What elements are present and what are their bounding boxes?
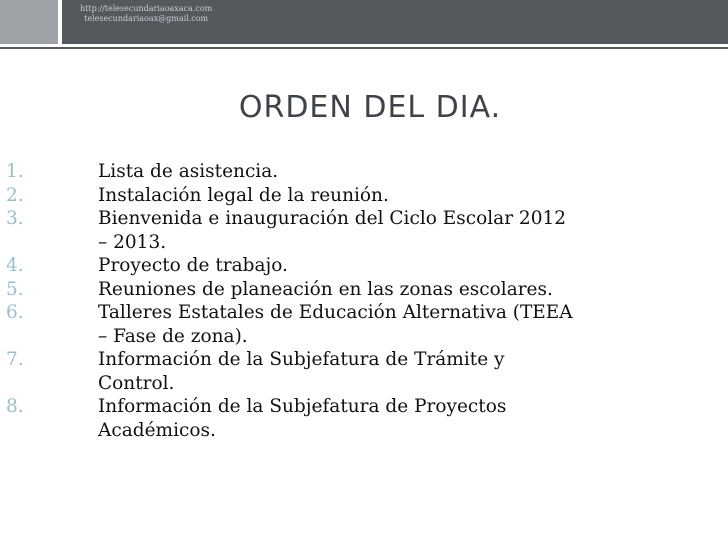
header-contact <box>80 4 212 24</box>
agenda-item-number: 1. <box>6 161 24 182</box>
agenda-item <box>0 254 700 278</box>
agenda-item-line: Reuniones de planeación en las zonas escolares. <box>98 278 553 300</box>
agenda-item-text <box>98 160 700 184</box>
header-email: telesecundariaoax@gmail.com <box>84 14 209 23</box>
header-divider <box>62 44 728 45</box>
agenda-item-line: – Fase de zona). <box>98 325 248 347</box>
agenda-item-text <box>98 348 700 395</box>
agenda-item-line: Información de la Subjefatura de Proyectos <box>98 396 507 417</box>
agenda-item <box>0 301 700 348</box>
agenda-item-text <box>98 395 700 442</box>
agenda-item-number: 6. <box>6 302 24 323</box>
agenda-item-number: 5. <box>6 278 24 300</box>
agenda-item-number: 2. <box>6 184 24 206</box>
agenda-item-line: Bienvenida e inauguración del Ciclo Escolar 2012 <box>98 208 567 229</box>
agenda-item-line: Lista de asistencia. <box>98 161 279 182</box>
agenda-item-number: 7. <box>6 349 24 370</box>
agenda-item-text <box>98 184 700 208</box>
agenda-item-line: Proyecto de trabajo. <box>98 255 288 276</box>
agenda-item <box>0 207 700 254</box>
agenda-item-line: Información de la Subjefatura de Trámite y <box>98 349 505 370</box>
agenda-item-number: 3. <box>6 208 24 229</box>
slide-title: ORDEN DEL DIA. <box>238 90 502 125</box>
agenda-item-text <box>98 254 700 278</box>
agenda-list <box>0 160 700 442</box>
agenda-item-line: – 2013. <box>98 231 167 253</box>
agenda-item-text <box>98 301 700 348</box>
agenda-item-number: 4. <box>6 255 24 276</box>
header-url: http://telesecundariaoaxaca.com <box>80 4 213 13</box>
agenda-item <box>0 160 700 184</box>
header-bar <box>0 0 728 44</box>
agenda-item-line: Control. <box>98 372 175 394</box>
agenda-item-line: Talleres Estatales de Educación Alternativa (TEEA <box>98 302 573 323</box>
agenda-item-line: Instalación legal de la reunión. <box>98 184 389 206</box>
agenda-item-line: Académicos. <box>98 419 216 441</box>
agenda-item <box>0 348 700 395</box>
agenda-item-text <box>98 278 700 302</box>
agenda-item <box>0 184 700 208</box>
header-underline <box>0 47 728 49</box>
header-accent <box>0 0 58 44</box>
agenda-item-number: 8. <box>6 396 24 417</box>
agenda-item <box>0 278 700 302</box>
agenda-item-text <box>98 207 700 254</box>
agenda-item <box>0 395 700 442</box>
